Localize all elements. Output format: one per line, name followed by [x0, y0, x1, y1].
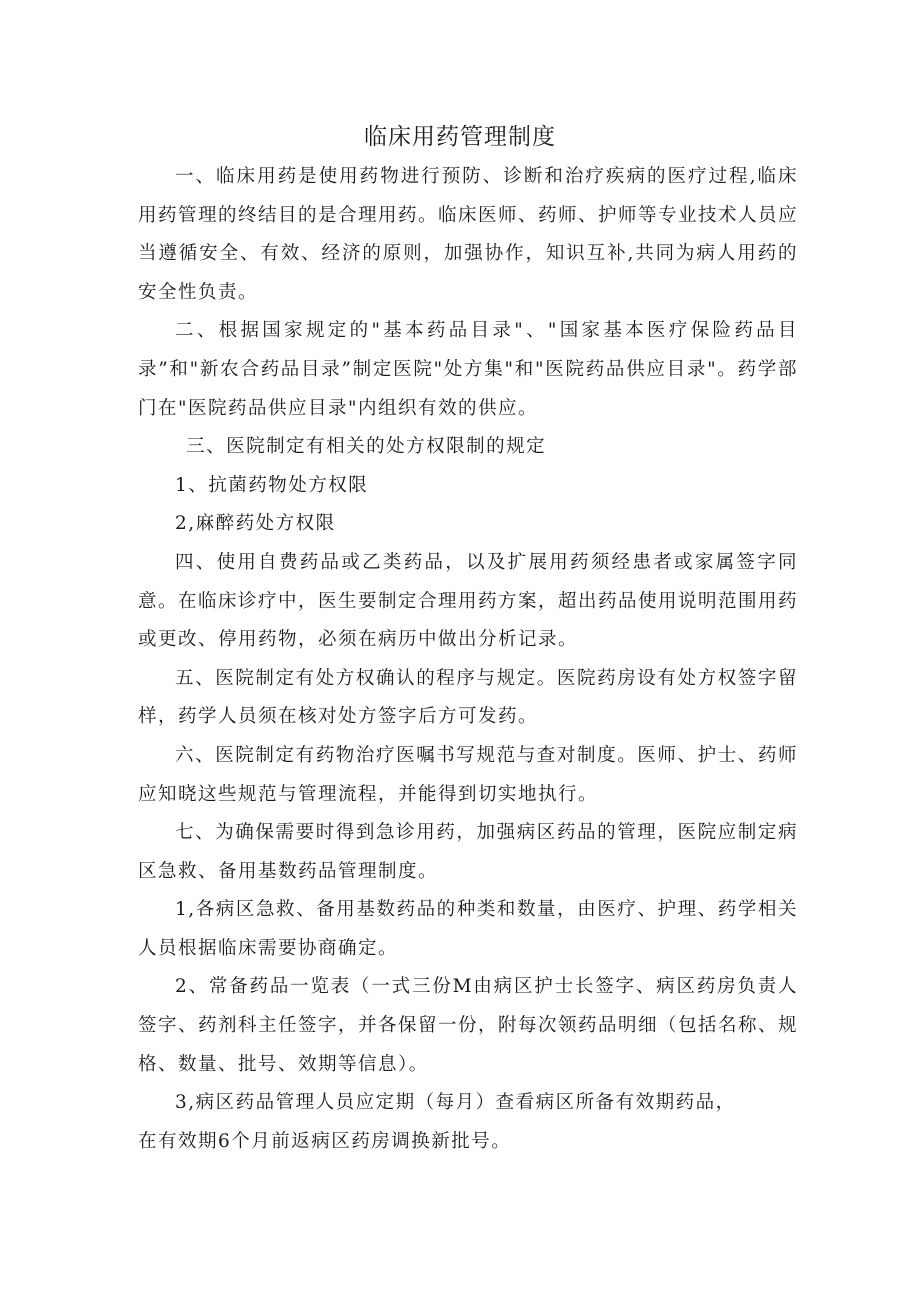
paragraph-item-stock-list: 2、常备药品一览表（一式三份M由病区护士长签字、病区药房负责人签字、药剂科主任签字，并各保留一份，附每次领药品明细（包括名称、规格、数量、批号、效期等信息）。	[138, 976, 799, 1075]
paragraph-section-2: 二、根据国家规定的"基本药品目录"、"国家基本医疗保险药品目录”和"新农合药品目录”制定医院"处方集"和"医院药品供应目录"。药学部门在"医院药品供应目录"内组织有效的供应。	[138, 320, 798, 419]
paragraph-section-5: 五、医院制定有处方权确认的程序与规定。医院药房设有处方权签字留样，药学人员须在核对处方签字后方可发药。	[138, 667, 798, 728]
document-title: 临床用药管理制度	[364, 124, 556, 150]
paragraph-section-7: 七、为确保需要时得到急诊用药，加强病区药品的管理，医院应制定病区急救、备用基数药品管理制度。	[138, 822, 798, 882]
paragraph-item-ward-stock: 1,各病区急救、备用基数药品的种类和数量，由医疗、护理、药学相关人员根据临床需要协商确定。	[138, 899, 798, 959]
paragraph-section-6: 六、医院制定有药物治疗医嘱书写规范与查对制度。医师、护士、药师应知晓这些规范与管理流程，并能得到切实地执行。	[138, 744, 798, 805]
paragraph-section-3: 三、医院制定有相关的处方权限制的规定	[186, 436, 547, 458]
paragraph-item-expiry-check: 3,病区药品管理人员应定期（每月）查看病区所备有效期药品，	[175, 1092, 736, 1114]
paragraph-item-anesthetics: 2,麻醉药处方权限	[175, 513, 336, 535]
paragraph-expiry-continuation: 在有效期6个月前返病区药房调换新批号。	[138, 1130, 512, 1152]
paragraph-section-1: 一、临床用药是使用药物进行预防、诊断和治疗疾病的医疗过程,临床用药管理的终结目的是合理用药。临床医师、药师、护师等专业技术人员应当遵循安全、有效、经济的原则，加强协作，知识互补,共同为病人用药的安全性负责。	[138, 166, 799, 303]
paragraph-item-antibiotics: 1、抗菌药物处方权限	[175, 474, 369, 496]
document-body	[138, 158, 798, 1161]
paragraph-section-4: 四、使用自费药品或乙类药品，以及扩展用药须经患者或家属签字同意。在临床诊疗中，医生要制定合理用药方案，超出药品使用说明范围用药或更改、停用药物，必须在病历中做出分析记录。	[138, 551, 799, 651]
